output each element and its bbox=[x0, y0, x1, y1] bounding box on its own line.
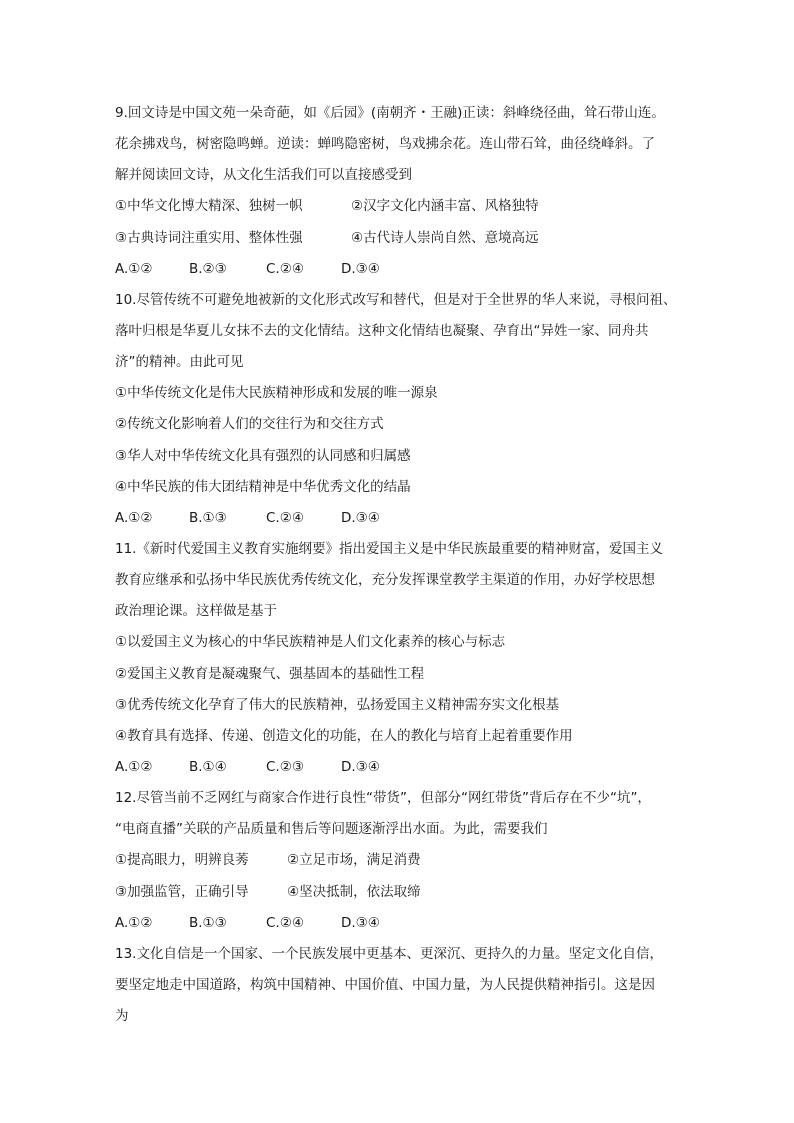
choice-a[interactable]: A.①② bbox=[115, 915, 153, 931]
choice-a[interactable]: A.①② bbox=[115, 759, 153, 775]
option-4: ④古代诗人崇尚自然、意境高远 bbox=[351, 230, 539, 246]
question-stem-line: 花余拂戏鸟，树密隐鸣蝉。逆读：蝉鸣隐密树，鸟戏拂余花。连山带石耸，曲径绕峰斜。了 bbox=[115, 136, 655, 152]
choice-d[interactable]: D.③④ bbox=[341, 915, 380, 931]
question-stem-line: 落叶归根是华夏儿女抹不去的文化情结。这种文化情结也凝聚、孕育出“异姓一家、同舟共 bbox=[115, 323, 649, 339]
choice-c[interactable]: C.②④ bbox=[266, 915, 304, 931]
option-3: ③优秀传统文化孕育了伟大的民族精神，弘扬爱国主义精神需夯实文化根基 bbox=[115, 697, 560, 713]
question-stem-line: “电商直播”关联的产品质量和售后等问题逐渐浮出水面。为此，需要我们 bbox=[115, 821, 548, 837]
option-4: ④中华民族的伟大团结精神是中华优秀文化的结晶 bbox=[115, 479, 411, 495]
question-stem-line: 12.尽管当前不乏网红与商家合作进行良性“带货”，但部分“网红带货”背后存在不少“坑”， bbox=[115, 790, 651, 806]
option-1: ①提高眼力，明辨良莠 bbox=[115, 852, 249, 868]
choice-d[interactable]: D.③④ bbox=[341, 261, 380, 277]
option-1: ①中华文化博大精深、独树一帜 bbox=[115, 198, 303, 214]
option-1: ①中华传统文化是伟大民族精神形成和发展的唯一源泉 bbox=[115, 385, 438, 401]
choice-d[interactable]: D.③④ bbox=[341, 759, 380, 775]
question-stem-line: 要坚定地走中国道路，构筑中国精神、中国价值、中国力量，为人民提供精神指引。这是因 bbox=[115, 977, 655, 993]
choice-d[interactable]: D.③④ bbox=[341, 510, 380, 526]
choice-b[interactable]: B.①③ bbox=[189, 915, 227, 931]
question-stem-line: 解并阅读回文诗，从文化生活我们可以直接感受到 bbox=[115, 167, 412, 183]
option-3: ③加强监管，正确引导 bbox=[115, 884, 249, 900]
choice-b[interactable]: B.②③ bbox=[189, 261, 227, 277]
question-stem-line: 政治理论课。这样做是基于 bbox=[115, 603, 277, 619]
choice-c[interactable]: C.②④ bbox=[266, 510, 304, 526]
choice-a[interactable]: A.①② bbox=[115, 261, 153, 277]
choice-c[interactable]: C.②③ bbox=[266, 759, 304, 775]
question-stem-line: 11.《新时代爱国主义教育实施纲要》指出爱国主义是中华民族最重要的精神财富，爱国主义 bbox=[115, 541, 663, 557]
option-4: ④教育具有选择、传递、创造文化的功能，在人的教化与培育上起着重要作用 bbox=[115, 728, 573, 744]
choice-c[interactable]: C.②④ bbox=[266, 261, 304, 277]
option-2: ②爱国主义教育是凝魂聚气、强基固本的基础性工程 bbox=[115, 666, 425, 682]
option-2: ②汉字文化内涵丰富、风格独特 bbox=[351, 198, 539, 214]
option-2: ②立足市场，满足消费 bbox=[287, 852, 421, 868]
option-4: ④坚决抵制，依法取缔 bbox=[287, 884, 421, 900]
option-2: ②传统文化影响着人们的交往行为和交往方式 bbox=[115, 416, 384, 432]
question-stem-line: 为 bbox=[115, 1008, 129, 1024]
choice-b[interactable]: B.①④ bbox=[189, 759, 227, 775]
question-stem-line: 济”的精神。由此可见 bbox=[115, 354, 244, 370]
question-stem-line: 10.尽管传统不可避免地被新的文化形式改写和替代，但是对于全世界的华人来说，寻根问祖、 bbox=[115, 292, 677, 308]
option-1: ①以爱国主义为核心的中华民族精神是人们文化素养的核心与标志 bbox=[115, 634, 506, 650]
question-stem-line: 13.文化自信是一个国家、一个民族发展中更基本、更深沉、更持久的力量。坚定文化自信， bbox=[115, 946, 663, 962]
question-stem-line: 9.回文诗是中国文苑一朵奇葩，如《后园》(南朝齐・王融)正读：斜峰绕径曲，耸石带山连。 bbox=[115, 105, 665, 121]
option-3: ③华人对中华传统文化具有强烈的认同感和归属感 bbox=[115, 448, 411, 464]
choice-a[interactable]: A.①② bbox=[115, 510, 153, 526]
question-stem-line: 教育应继承和弘扬中华民族优秀传统文化，充分发挥课堂教学主渠道的作用，办好学校思想 bbox=[115, 572, 655, 588]
choice-b[interactable]: B.①③ bbox=[189, 510, 227, 526]
option-3: ③古典诗词注重实用、整体性强 bbox=[115, 230, 303, 246]
